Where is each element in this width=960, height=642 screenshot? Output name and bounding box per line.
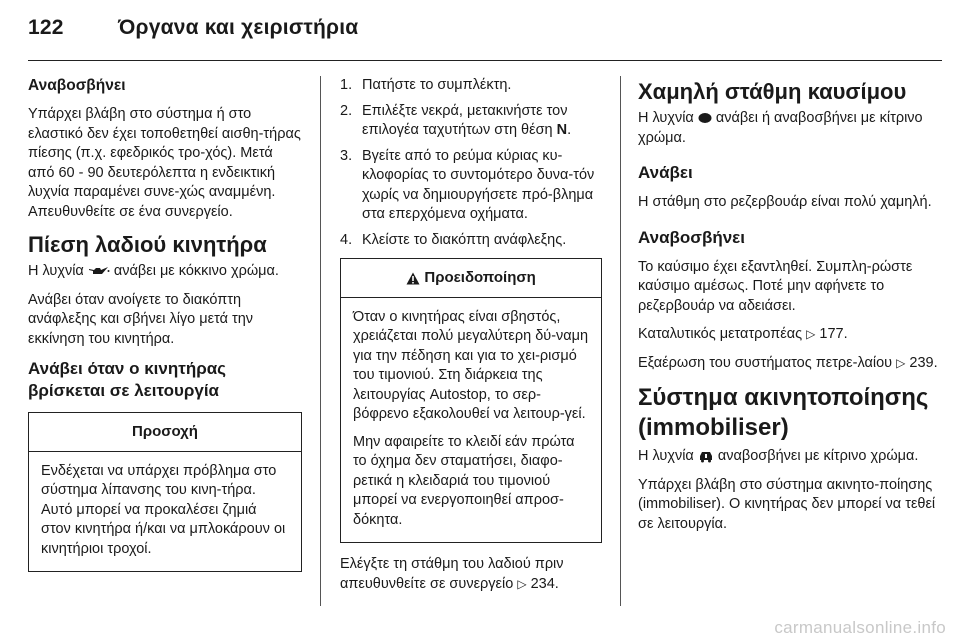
fuel-heading: Χαμηλή στάθμη καυσίμου xyxy=(638,79,907,104)
step-text: Βγείτε από το ρεύμα κύριας κυ-κλοφορίας το συντομότερο δυνα-τόν χωρίς να δημιουργήσετε πρό-βλημα στα επερχόμενα οχήματα. xyxy=(362,147,595,222)
caution-text: Ενδέχεται να υπάρχει πρόβλημα στο σύστημα λίπανσης του κινη-τήρα. Αυτό μπορεί να προκαλέσει ζημιά στον κινητήρα ή/και να μπλοκάρουν οι κινητήριοι τροχοί. xyxy=(41,462,286,557)
lights-heading: Ανάβει xyxy=(638,163,693,182)
step-item xyxy=(340,147,602,225)
caution-title: Προσοχή xyxy=(29,413,301,452)
step-item xyxy=(340,76,602,96)
step-tail: . xyxy=(567,122,572,138)
warning-box xyxy=(340,258,602,543)
warning-title: Προειδοποίηση xyxy=(424,269,536,286)
page-title: Όργανα και χειριστήρια xyxy=(118,16,359,39)
fuel-text-post: ανάβει ή αναβοσβήνει με κίτρινο χρώμα. xyxy=(638,110,923,146)
page-number: 122 xyxy=(28,16,64,39)
car-key-icon xyxy=(698,450,714,463)
page-ref-arrow-icon: ▷ xyxy=(806,327,816,341)
column-1 xyxy=(28,76,302,572)
column-2 xyxy=(340,76,602,603)
oil-check-body: Ελέγξτε τη στάθμη του λαδιού πριν απευθυνθείτε σε συνεργείο xyxy=(340,556,564,592)
page-ref[interactable]: 177. xyxy=(819,326,848,342)
fuel-text xyxy=(638,109,938,148)
warning-title-bar xyxy=(341,259,601,298)
page-ref[interactable]: 239. xyxy=(909,354,938,371)
page-ref-arrow-icon: ▷ xyxy=(896,355,906,370)
step-text: Κλείστε το διακόπτη ανάφλεξης. xyxy=(362,231,567,248)
column-divider-1 xyxy=(320,76,321,606)
flash-heading: Αναβοσβήνει xyxy=(28,77,126,94)
warning-text-1: Όταν ο κινητήρας είναι σβηστός, χρειάζεται πολύ μεγαλύτερη δύ-ναμη για την πέδηση και για το χει-ρισμό του τιμονιού. Στη διάρκεια της λειτουργίας Autostop, το σερ-βόφρενο εξακολουθεί να λειτουρ-γεί. xyxy=(353,308,589,422)
bleed-ref-text xyxy=(638,354,938,374)
caution-box xyxy=(28,412,302,572)
fuel-drop-icon xyxy=(698,112,712,124)
watermark: carmanualsonline.info xyxy=(774,618,946,637)
oil-text-pre: Η λυχνία xyxy=(28,263,84,279)
fuel-flash-text: Το καύσιμο έχει εξαντληθεί. Συμπλη-ρώστε καύσιμο αμέσως. Ποτέ μην αφήνετε το ρεζερβουάρ να αδειάσει. xyxy=(638,258,913,314)
oil-text xyxy=(28,262,302,282)
immob-text-2: Υπάρχει βλάβη στο σύστημα ακινητο-ποίησης (immobiliser). Ο κινητήρας δεν μπορεί να τεθεί σε λειτουργία. xyxy=(638,476,936,532)
step-number: 2. xyxy=(340,102,353,119)
warning-text-2: Μην αφαιρείτε το κλειδί εάν πρώτα το όχημα δεν σταματήσει, διαφο-ρετικά η κλειδαριά του τιμονιού μπορεί να ενεργοποιηθεί απροσ-δόκητα. xyxy=(353,433,575,528)
immob-text xyxy=(638,447,938,467)
flash-text: Υπάρχει βλάβη στο σύστημα ή στο ελαστικό δεν έχει τοποθετηθεί αισθη-τήρας πίεσης (π.χ. εφεδρικός τρο-χός). Μετά από 60 - 90 δευτερόλεπτα η ενδεικτική λυχνία παραμένει συνε-χώς αναμμένη. Απευθυνθείτε σε ένα συνεργείο. xyxy=(28,106,301,220)
fuel-flash-heading: Αναβοσβήνει xyxy=(638,227,745,247)
step-text: Πατήστε το συμπλέκτη. xyxy=(362,77,512,93)
immob-text-pre: Η λυχνία xyxy=(638,448,694,464)
header-rule xyxy=(28,60,942,61)
steps-list xyxy=(340,76,602,250)
step-number: 4. xyxy=(340,231,353,248)
oil-pressure-heading: Πίεση λαδιού κινητήρα xyxy=(28,232,267,257)
step-number: 1. xyxy=(340,77,353,93)
catalytic-ref-text xyxy=(638,325,938,345)
fuel-text-pre: Η λυχνία xyxy=(638,110,694,126)
step-item xyxy=(340,102,602,141)
oil-can-icon xyxy=(88,265,110,277)
warning-triangle-icon xyxy=(406,272,420,285)
page-ref[interactable]: 234. xyxy=(530,575,559,592)
page-header xyxy=(28,16,358,40)
bleed-text: Εξαέρωση του συστήματος πετρε-λαίου xyxy=(638,354,893,371)
gear-position-n: N xyxy=(556,122,568,138)
oil-text-2: Ανάβει όταν ανοίγετε το διακόπτη ανάφλεξης και σβήνει λίγο μετά την εκκίνηση του κινητήρα. xyxy=(28,291,254,347)
oil-check-text xyxy=(340,555,602,594)
step-item xyxy=(340,231,602,251)
lights-text: Η στάθμη στο ρεζερβουάρ είναι πολύ χαμηλή. xyxy=(638,194,932,210)
immob-text-post: αναβοσβήνει με κίτρινο χρώμα. xyxy=(717,448,919,464)
step-text: Επιλέξτε νεκρά, μετακινήστε τον επιλογέα ταχυτήτων στη θέση xyxy=(362,102,568,138)
column-3 xyxy=(638,76,938,543)
running-heading: Ανάβει όταν ο κινητήρας βρίσκεται σε λειτουργία xyxy=(28,359,227,400)
column-divider-2 xyxy=(620,76,621,606)
page-ref-arrow-icon: ▷ xyxy=(517,576,527,591)
immobiliser-heading: Σύστημα ακινητοποίησης (immobiliser) xyxy=(638,384,929,441)
catalytic-text: Καταλυτικός μετατροπέας xyxy=(638,326,803,342)
oil-text-post: ανάβει με κόκκινο χρώμα. xyxy=(113,263,279,279)
step-number: 3. xyxy=(340,147,353,164)
